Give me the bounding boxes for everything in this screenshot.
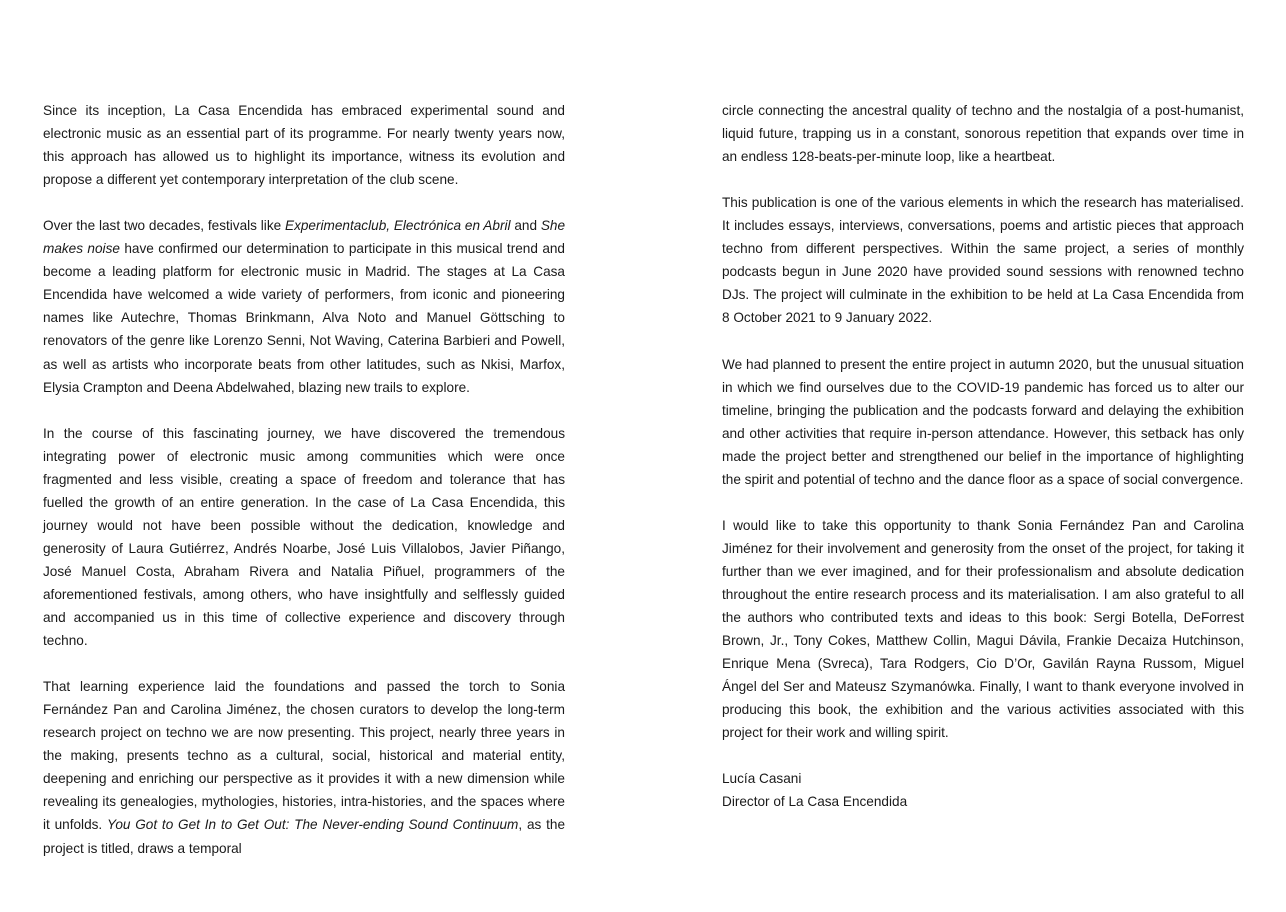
paragraph-text: , as the project is titled, draws a temporal <box>43 817 566 856</box>
paragraph-festivals <box>43 214 565 398</box>
festival-name-italic: She makes noise <box>43 218 565 257</box>
paragraph-thanks <box>722 514 1244 744</box>
project-title-italic: You Got to Get In to Get Out: The Never-ending Sound Continuum <box>107 817 519 833</box>
signature-name: Lucía Casani <box>722 771 802 787</box>
paragraph-inception <box>43 99 565 191</box>
right-page-column <box>722 99 1244 813</box>
paragraph-text: circle connecting the ancestral quality of techno and the nostalgia of a post-humanist, liquid future, trapping us in a constant, sonorous repetition that expands over time in an endless 128-beats-per-minute loop, like a heartbeat. <box>722 103 1244 165</box>
paragraph-text: That learning experience laid the foundations and passed the torch to Sonia Fernández Pan and Carolina Jiménez, the chosen curators to develop the long-term research project on techno we are now presenting. This project, nearly three years in the making, presents techno as a cultural, social, historical and material entity, deepening and enriching our perspective as it provides it with a new dimension while revealing its genealogies, mythologies, histories, intra-histories, and the spaces where it unfolds. <box>43 679 565 833</box>
paragraph-text: We had planned to present the entire project in autumn 2020, but the unusual situation in which we find ourselves due to the COVID-19 pandemic has forced us to alter our timeline, bringing the publication and the podcasts forward and delaying the exhibition and other activities that require in-person attendance. However, this setback has only made the project better and strengthened our belief in the importance of highlighting the spirit and potential of techno and the dance floor as a space of social convergence. <box>722 356 1244 487</box>
paragraph-text: Over the last two decades, festivals like <box>43 218 285 234</box>
paragraph-text: and <box>510 218 541 234</box>
paragraph-text: have confirmed our determination to participate in this musical trend and become a leading platform for electronic music in Madrid. The stages at La Casa Encendida have welcomed a wide variety of performers, from iconic and pioneering names like Autechre, Thomas Brinkmann, Alva Noto and Manuel Göttsching to renovators of the genre like Lorenzo Senni, Not Waving, Caterina Barbieri and Powell, as well as artists who incorporate beats from other latitudes, such as Nkisi, Marfox, Elysia Crampton and Deena Abdelwahed, blazing new trails to explore. <box>43 241 565 395</box>
festival-names-italic: Experimentaclub, Electrónica en Abril <box>285 218 511 234</box>
paragraph-text: Since its inception, La Casa Encendida has embraced experimental sound and electronic music as an essential part of its programme. For nearly twenty years now, this approach has allowed us to highlight its importance, witness its evolution and propose a different yet contemporary interpretation of the club scene. <box>43 103 565 188</box>
paragraph-text: I would like to take this opportunity to thank Sonia Fernández Pan and Carolina Jiménez for their involvement and generosity from the onset of the project, for taking it further than we ever imagined, and for their professionalism and absolute dedication throughout the entire research process and its materialisation. I am also grateful to all the authors who contributed texts and ideas to this book: Sergi Botella, DeForrest Brown, Jr., Tony Cokes, Matthew Collin, Magui Dávila, Frankie Decaiza Hutchinson, Enrique Mena (Svreca), Tara Rodgers, Cio D’Or, Gavilán Rayna Russom, Miguel Ángel del Ser and Mateusz Szymanówka. Finally, I want to thank everyone involved in producing this book, the exhibition and the various activities associated with this project for their work and willing spirit. <box>722 517 1244 741</box>
signature-title: Director of La Casa Encendida <box>722 794 908 810</box>
paragraph-text: In the course of this fascinating journey, we have discovered the tremendous integrating power of electronic music among communities which were once fragmented and less visible, creating a space of freedom and tolerance that has fuelled the growth of an entire generation. In the case of La Casa Encendida, this journey would not have been possible without the dedication, knowledge and generosity of Laura Gutiérrez, Andrés Noarbe, José Luis Villalobos, Javier Piñango, José Manuel Costa, Abraham Rivera and Natalia Piñuel, programmers of the aforementioned festivals, among others, who have insightfully and selflessly guided and accompanied us in this time of collective experience and discovery through techno. <box>43 425 565 649</box>
paragraph-pandemic <box>722 353 1244 491</box>
paragraph-text: This publication is one of the various elements in which the research has materialised. It includes essays, interviews, conversations, poems and artistic pieces that approach techno from different perspectives. Within the same project, a series of monthly podcasts begun in June 2020 have provided sound sessions with renowned techno DJs. The project will culminate in the exhibition to be held at La Casa Encendida from 8 October 2021 to 9 January 2022. <box>722 195 1244 326</box>
left-page-column <box>43 99 565 860</box>
paragraph-learning <box>43 675 565 859</box>
signature <box>722 767 1244 813</box>
paragraph-continuation <box>722 99 1244 168</box>
paragraph-publication <box>722 191 1244 329</box>
paragraph-journey <box>43 422 565 652</box>
